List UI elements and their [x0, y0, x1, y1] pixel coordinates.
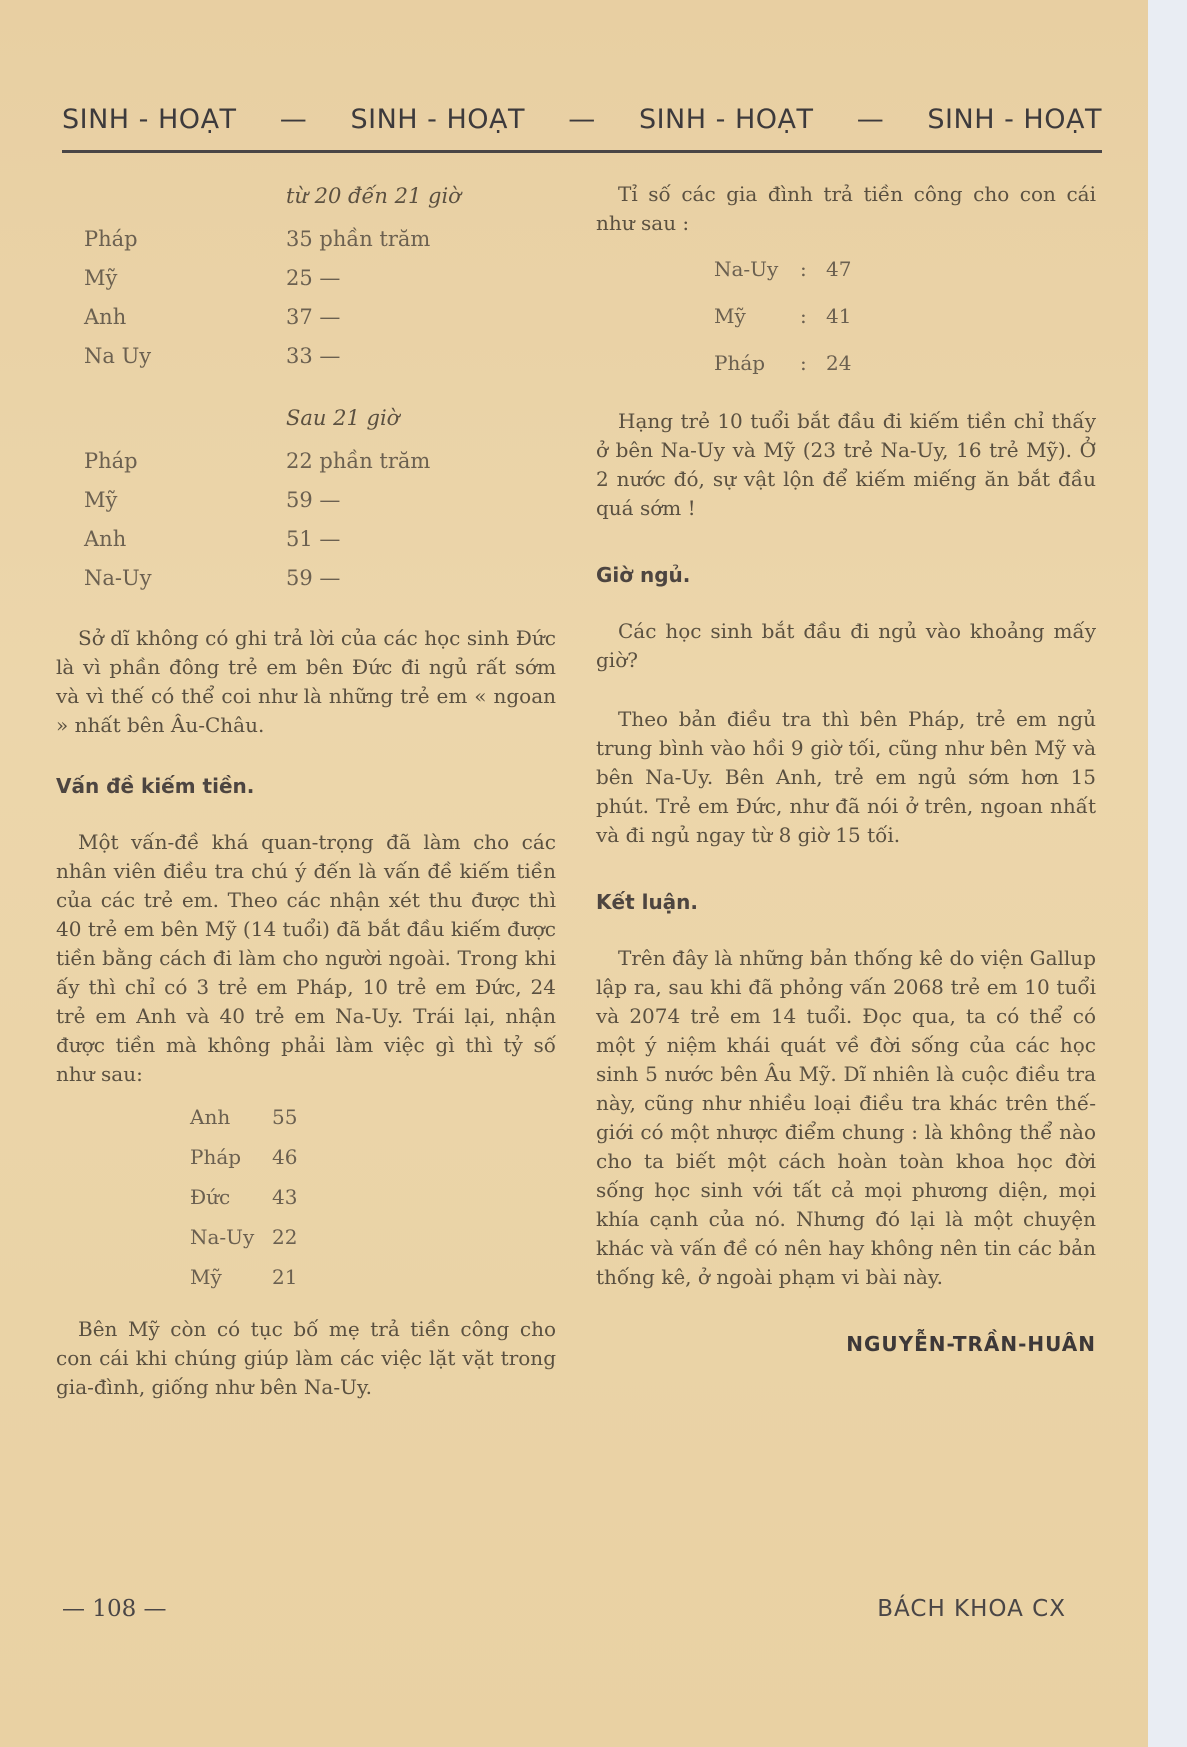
- left-column: [56, 180, 556, 1402]
- country-label: Mỹ: [714, 304, 746, 328]
- stat-row: [56, 559, 556, 598]
- stat-value: 22: [272, 1225, 298, 1249]
- country-label: Anh: [190, 1105, 231, 1129]
- header-label: SINH - HOẠT: [62, 104, 237, 135]
- country-label: Pháp: [84, 449, 138, 473]
- header-dash: —: [568, 104, 596, 135]
- stat-value: 55: [272, 1105, 298, 1129]
- country-label: Mỹ: [190, 1265, 222, 1289]
- group-title: Sau 21 giờ: [286, 406, 400, 430]
- country-label: Đức: [190, 1185, 231, 1209]
- section-heading: Giờ ngủ.: [596, 563, 691, 587]
- country-label: Pháp: [84, 227, 138, 251]
- body-paragraph: Theo bản điều tra thì bên Pháp, trẻ em ngủ trung bình vào hồi 9 giờ tối, cũng như bên Mỹ và bên Na-Uy. Bên Anh, trẻ em ngủ sớm hơn 15 phút. Trẻ em Đức, như đã nói ở trên, ngoan nhất và đi ngủ ngay từ 8 giờ 15 tối.: [596, 707, 1096, 847]
- country-label: Na-Uy: [84, 566, 152, 590]
- header-rule: [62, 150, 1102, 153]
- header-label: SINH - HOẠT: [927, 104, 1102, 135]
- body-paragraph: Các học sinh bắt đầu đi ngủ vào khoảng mấy giờ?: [596, 619, 1096, 672]
- stat-row: [596, 246, 1096, 293]
- country-label: Anh: [84, 527, 127, 551]
- body-paragraph: Bên Mỹ còn có tục bố mẹ trả tiền công cho con cái khi chúng giúp làm các việc lặt vặt trong gia-đình, giống như bên Na-Uy.: [56, 1317, 556, 1399]
- stat-value: 35 phần trăm: [286, 227, 431, 251]
- section-heading: Kết luận.: [596, 890, 699, 914]
- body-paragraph: Hạng trẻ 10 tuổi bắt đầu đi kiếm tiền chỉ thấy ở bên Na-Uy và Mỹ (23 trẻ Na-Uy, 16 trẻ Mỹ). Ở 2 nước đó, sự vật lộn để kiếm miếng ăn bắt đầu quá sớm !: [596, 409, 1096, 520]
- author-signature: NGUYỄN-TRẦN-HUÂN: [846, 1332, 1096, 1356]
- stat-row: [56, 259, 556, 298]
- stat-row: [56, 1177, 556, 1217]
- country-label: Na Uy: [84, 344, 152, 368]
- country-label: Anh: [84, 305, 127, 329]
- stat-value: 22 phần trăm: [286, 449, 431, 473]
- stat-value: 25 —: [286, 266, 341, 290]
- section-heading: Vấn đề kiếm tiền.: [56, 774, 255, 798]
- stat-row: [56, 220, 556, 259]
- stat-value: 59 —: [286, 566, 341, 590]
- stat-value: 41: [826, 304, 852, 328]
- stat-row: [56, 520, 556, 559]
- body-paragraph: Sở dĩ không có ghi trả lời của các học sinh Đức là vì phần đông trẻ em bên Đức đi ngủ rất sớm và vì thế có thể coi như là những trẻ em « ngoan » nhất bên Âu-Châu.: [56, 626, 556, 737]
- stat-row: [56, 1257, 556, 1297]
- stat-value: 37 —: [286, 305, 341, 329]
- stat-value: 43: [272, 1185, 298, 1209]
- stat-row: [596, 340, 1096, 387]
- stat-value: 51 —: [286, 527, 341, 551]
- country-label: Pháp: [190, 1145, 242, 1169]
- stat-value: 21: [272, 1265, 298, 1289]
- stat-row: [596, 293, 1096, 340]
- running-header: [62, 104, 1102, 135]
- country-label: Na-Uy: [714, 257, 779, 281]
- body-paragraph: Một vấn-đề khá quan-trọng đã làm cho các nhân viên điều tra chú ý đến là vấn đề kiếm tiền của các trẻ em. Theo các nhận xét thu được thì 40 trẻ em bên Mỹ (14 tuổi) đã bắt đầu kiếm được tiền bằng cách đi làm cho người ngoài. Trong khi ấy thì chỉ có 3 trẻ em Pháp, 10 trẻ em Đức, 24 trẻ em Anh và 40 trẻ em Na-Uy. Trái lại, nhận được tiền mà không phải làm việc gì thì tỷ số như sau:: [56, 830, 556, 1086]
- stat-value: 46: [272, 1145, 298, 1169]
- journal-name: BÁCH KHOA CX: [877, 1596, 1066, 1622]
- country-label: Mỹ: [84, 488, 118, 512]
- stat-row: [56, 337, 556, 376]
- body-paragraph: Trên đây là những bản thống kê do viện Gallup lập ra, sau khi đã phỏng vấn 2068 trẻ em 10 tuổi và 2074 trẻ em 14 tuổi. Đọc qua, ta có thể có một ý niệm khái quát về đời sống của các học sinh 5 nước bên Âu Mỹ. Dĩ nhiên là cuộc điều tra này, cũng như nhiều loại điều tra khác trên thế-giới có một nhược điểm chung : là không thể nào cho ta biết một cách hoàn toàn khoa học đời sống học sinh với tất cả mọi phương diện, mọi khía cạnh của nó. Nhưng đó lại là một chuyện khác và vấn đề có nên hay không nên tin các bản thống kê, ở ngoài phạm vi bài này.: [596, 946, 1096, 1289]
- stat-value: 47: [826, 257, 852, 281]
- right-column: [596, 180, 1096, 1356]
- header-label: SINH - HOẠT: [350, 104, 525, 135]
- page-number: — 108 —: [62, 1596, 167, 1622]
- stat-row: [56, 1217, 556, 1257]
- stat-row: [56, 1097, 556, 1137]
- header-dash: —: [856, 104, 885, 135]
- country-label: Na-Uy: [190, 1225, 255, 1249]
- header-label: SINH - HOẠT: [638, 104, 814, 135]
- separator: :: [800, 304, 807, 328]
- stat-row: [56, 442, 556, 481]
- body-paragraph: Tỉ số các gia đình trả tiền công cho con cái như sau :: [596, 182, 1096, 235]
- country-label: Pháp: [714, 351, 766, 375]
- group-title: từ 20 đến 21 giờ: [286, 184, 461, 208]
- country-label: Mỹ: [84, 266, 118, 290]
- stat-value: 24: [826, 351, 852, 375]
- separator: :: [800, 351, 807, 375]
- separator: :: [800, 257, 807, 281]
- stat-row: [56, 481, 556, 520]
- stat-row: [56, 298, 556, 337]
- stat-row: [56, 1137, 556, 1177]
- header-dash: —: [279, 104, 308, 135]
- stat-value: 59 —: [286, 488, 341, 512]
- stat-value: 33 —: [286, 344, 341, 368]
